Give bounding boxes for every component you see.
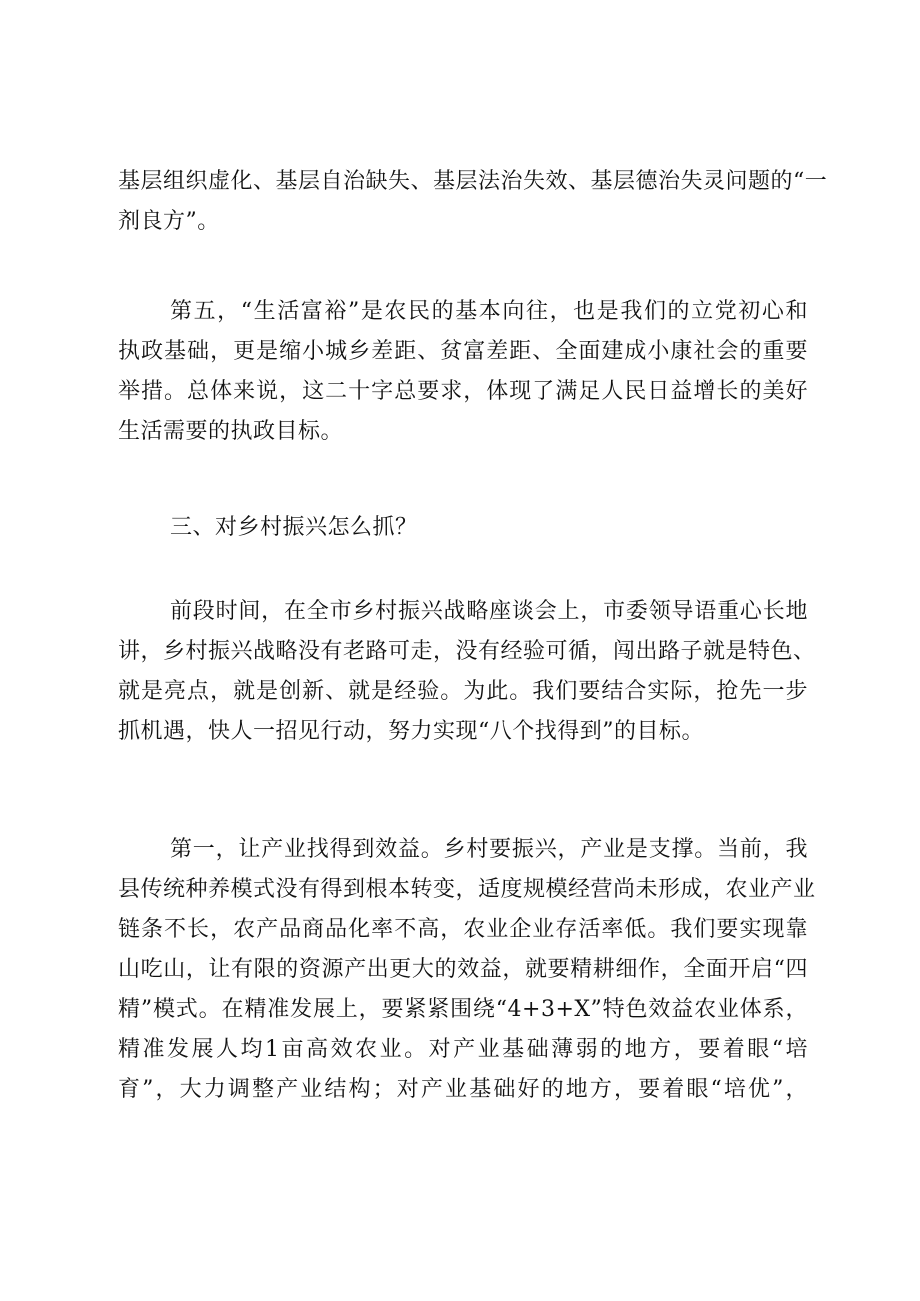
- paragraph-line: 第五，“生活富裕”是农民的基本向往，也是我们的立党初心和: [170, 299, 808, 324]
- paragraph-line: 精准发展人均1亩高效农业。对产业基础薄弱的地方，要着眼“培: [118, 1037, 808, 1062]
- paragraph-line: 讲，乡村振兴战略没有老路可走，没有经验可循，闯出路子就是特色、: [118, 639, 816, 664]
- section-heading: [118, 508, 808, 548]
- paragraph-line: 精”模式。在精准发展上，要紧紧围绕“4+3+X”特色效益农业体系，: [118, 997, 808, 1022]
- paragraph-fifth: [118, 292, 808, 452]
- paragraph-line: 举措。总体来说，这二十字总要求，体现了满足人民日益增长的美好: [118, 379, 808, 404]
- paragraph-meeting: [118, 592, 816, 752]
- paragraph-line: 县传统种养模式没有得到根本转变，适度规模经营尚未形成，农业产业: [118, 877, 816, 902]
- paragraph-line: 执政基础，更是缩小城乡差距、贫富差距、全面建成小康社会的重要: [118, 339, 808, 364]
- paragraph-line: 山吃山，让有限的资源产出更大的效益，就要精耕细作，全面开启“四: [118, 957, 808, 982]
- paragraph-line: 就是亮点，就是创新、就是经验。为此。我们要结合实际，抢先一步: [118, 679, 808, 704]
- paragraph-continuation: [118, 162, 828, 242]
- heading-line: 三、对乡村振兴怎么抓？: [170, 515, 418, 540]
- paragraph-line: 链条不长，农产品商品化率不高，农业企业存活率低。我们要实现靠: [118, 917, 808, 942]
- paragraph-line: 育”，大力调整产业结构；对产业基础好的地方，要着眼“培优”，: [118, 1077, 808, 1102]
- paragraph-line: 抓机遇，快人一招见行动，努力实现“八个找得到”的目标。: [118, 719, 704, 744]
- paragraph-first: [118, 830, 816, 1110]
- paragraph-line: 剂良方”。: [118, 209, 220, 234]
- paragraph-line: 第一，让产业找得到效益。乡村要振兴，产业是支撑。当前，我: [170, 837, 808, 862]
- paragraph-line: 基层组织虚化、基层自治缺失、基层法治失效、基层德治失灵问题的“一: [118, 169, 828, 194]
- paragraph-line: 前段时间，在全市乡村振兴战略座谈会上，市委领导语重心长地: [170, 599, 808, 624]
- paragraph-line: 生活需要的执政目标。: [118, 419, 344, 444]
